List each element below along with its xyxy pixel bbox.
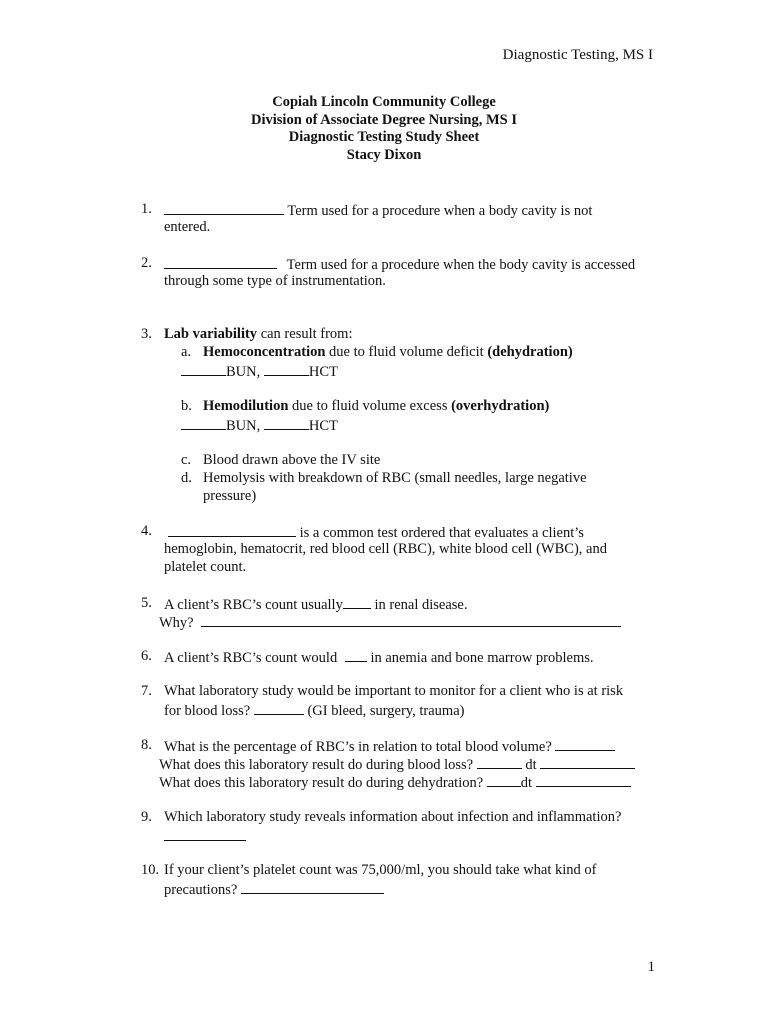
question-4-cont: hemoglobin, hematocrit, red blood cell (RBC), white blood cell (WBC), and [164, 541, 607, 557]
question-number: 1. [141, 201, 152, 217]
answer-blank[interactable] [164, 255, 277, 269]
answer-blank[interactable] [181, 416, 226, 430]
question-text: Term used for a procedure when the body cavity is accessed [286, 257, 636, 273]
answer-blank[interactable] [487, 773, 521, 787]
question-bold: Lab variability [164, 326, 258, 342]
answer-blank[interactable] [555, 737, 615, 751]
question-number: 2. [141, 255, 152, 271]
title-block [0, 94, 768, 164]
question-1-cont: entered. [164, 219, 211, 235]
question-8-dehydration: What does this laboratory result do during dehydration? dt [159, 773, 631, 793]
question-10-cont: precautions? [164, 880, 384, 900]
division-name: Division of Associate Degree Nursing, MS I [251, 111, 517, 128]
answer-blank[interactable] [264, 362, 309, 376]
page-number: 1 [647, 959, 655, 975]
question-7-cont: for blood loss? (GI bleed, surgery, trauma) [164, 703, 465, 719]
answer-blank[interactable] [181, 362, 226, 376]
answer-blank[interactable] [254, 701, 304, 715]
answer-blank[interactable] [540, 755, 635, 769]
answer-blank[interactable] [536, 773, 631, 787]
college-name: Copiah Lincoln Community College [272, 94, 496, 110]
item-3a-blanks: BUN, HCT [181, 362, 338, 382]
question-number: 3. [141, 326, 152, 342]
item-3b-blanks: BUN, HCT [181, 416, 338, 436]
answer-blank[interactable] [264, 416, 309, 430]
answer-blank[interactable] [201, 613, 621, 627]
question-2-cont: through some type of instrumentation. [164, 273, 386, 289]
answer-blank[interactable] [164, 201, 284, 215]
answer-blank[interactable] [343, 595, 371, 609]
question-9-blank-line [164, 827, 246, 847]
sheet-title: Diagnostic Testing Study Sheet [288, 129, 480, 145]
answer-blank[interactable] [168, 523, 296, 537]
question-5-why: Why? [159, 613, 621, 633]
question-text: Term used for a procedure when a body cavity is not [287, 203, 593, 219]
item-3d-cont: pressure) [203, 488, 257, 504]
document-page: Diagnostic Testing, MS I Copiah Lincoln Community College Division of Associate Degree Nursing, MS I Diagnostic Testing Study Sheet Stacy Dixon 1. Term used for a procedure when a body cavity is not entered. 2. Term used for a procedure when the body cavity is accessed through some type of instrumentation. 3. Lab variability can result from: a. Hemoconcentration due to fluid volume deficit (dehydration) BUN, HCT b. Hemodilution due to fluid volume excess (overhydration) BUN, HCT c. Blood drawn above the IV site d. Hemolysis with breakdown of RBC (small needles, large negative pressure) 4. is a common test ordered that evaluates a client’s hemoglobin, hematocrit, red blood cell (RBC), white blood cell (WBC), and platelet count. 5. A client’s RBC’s count usually in renal disease. Why? 6. A client’s RBC’s count would in anemia and bone marrow problems. 7. What laboratory study would be important to monitor for a client who is at risk for blood loss? (GI bleed, surgery, trauma) 8. What is the percentage of RBC’s in relation to total blood volume? What does this laboratory result do during blood loss? dt What does this laboratory result do during dehydration? dt 9. Which laboratory study reveals information about infection and inflammation? 10. If your client’s platelet count was 75,000/ml, you should take what kind of precautions? 1 [0, 0, 768, 1024]
author-name: Stacy Dixon [346, 146, 422, 163]
question-text: can result from: [260, 326, 353, 342]
question-8-loss: What does this laboratory result do during blood loss? dt [159, 755, 635, 775]
running-header: Diagnostic Testing, MS I [502, 47, 653, 63]
answer-blank[interactable] [241, 880, 384, 894]
answer-blank[interactable] [345, 648, 367, 662]
answer-blank[interactable] [477, 755, 522, 769]
question-4-cont2: platelet count. [164, 559, 247, 575]
answer-blank[interactable] [164, 827, 246, 841]
